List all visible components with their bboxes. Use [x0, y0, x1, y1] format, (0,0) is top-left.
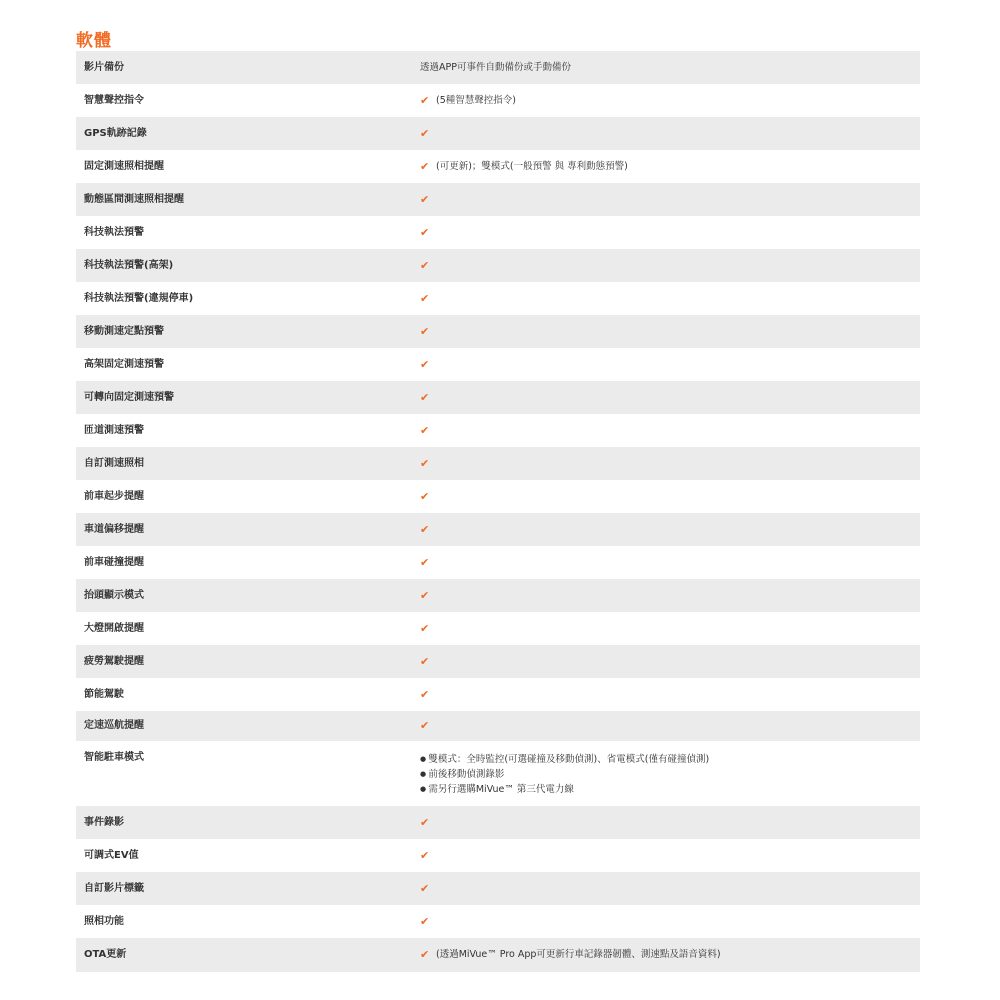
table-row: [76, 282, 920, 315]
row-note: 透過APP可事件自動備份或手動備份: [420, 62, 571, 73]
row-value: [410, 711, 920, 741]
table-row: [76, 183, 920, 216]
row-label: 大燈開啟提醒: [84, 623, 144, 634]
row-value: [410, 183, 920, 216]
row-value: [410, 938, 920, 972]
check-icon: ✔: [420, 589, 430, 602]
table-row: [76, 612, 920, 645]
table-row: [76, 348, 920, 381]
check-icon: ✔: [420, 816, 430, 829]
check-icon: ✔: [420, 226, 430, 239]
row-label: 科技執法預警(高架): [84, 260, 174, 271]
row-value: [410, 381, 920, 414]
check-icon: ✔: [420, 849, 430, 862]
row-value: [410, 579, 920, 612]
check-icon: ✔: [420, 523, 430, 536]
row-label: 動態區間測速照相提醒: [84, 194, 184, 205]
check-icon: ✔: [420, 719, 430, 732]
row-value: [410, 348, 920, 381]
table-row: [76, 938, 920, 972]
table-row: [76, 579, 920, 612]
table-row: [76, 872, 920, 905]
row-value: [410, 513, 920, 546]
row-label: 匝道測速預警: [84, 425, 144, 436]
row-value: [410, 546, 920, 579]
row-value: [410, 806, 920, 839]
table-row: [76, 150, 920, 183]
row-label: OTA更新: [84, 949, 127, 960]
check-icon: ✔: [420, 424, 430, 437]
check-icon: ✔: [420, 915, 430, 928]
table-row: [76, 216, 920, 249]
row-value: [410, 282, 920, 315]
row-label: 智能駐車模式: [84, 752, 144, 763]
check-icon: ✔: [420, 292, 430, 305]
table-row: [76, 84, 920, 117]
check-icon: ✔: [420, 688, 430, 701]
row-value: [410, 84, 920, 117]
check-icon: ✔: [420, 193, 430, 206]
row-label: 前車碰撞提醒: [84, 557, 144, 568]
check-icon: ✔: [420, 457, 430, 470]
row-value: [410, 741, 920, 797]
bullet-item: ● 雙模式：全時監控(可選碰撞及移動偵測)、省電模式(僅有碰撞偵測): [420, 752, 920, 767]
check-icon: ✔: [420, 391, 430, 404]
row-label: 前車起步提醒: [84, 491, 144, 502]
table-row: [76, 513, 920, 546]
row-label: 抬頭顯示模式: [84, 590, 144, 601]
spec-table: [76, 51, 920, 972]
table-row: [76, 414, 920, 447]
table-row: [76, 447, 920, 480]
table-row: [76, 645, 920, 678]
check-icon: ✔: [420, 948, 430, 961]
row-value: [410, 117, 920, 150]
row-label: 智慧聲控指令: [84, 95, 144, 106]
row-label: 事件錄影: [84, 817, 124, 828]
table-row: [76, 905, 920, 938]
row-label: GPS軌跡記錄: [84, 128, 147, 139]
check-icon: ✔: [420, 490, 430, 503]
check-icon: ✔: [420, 325, 430, 338]
row-label: 移動測速定點預警: [84, 326, 164, 337]
row-label: 固定測速照相提醒: [84, 161, 164, 172]
table-row: [76, 711, 920, 741]
row-note: (透過MiVue™ Pro App可更新行車記錄器韌體、測速點及語音資料): [436, 949, 721, 960]
row-label: 科技執法預警: [84, 227, 144, 238]
check-icon: ✔: [420, 655, 430, 668]
row-note: (可更新)；雙模式(一般預警 與 專利動態預警): [436, 161, 628, 172]
row-label: 自訂影片標籤: [84, 883, 144, 894]
row-value: [410, 612, 920, 645]
table-row: [76, 480, 920, 513]
row-label: 高架固定測速預警: [84, 359, 164, 370]
table-row: [76, 381, 920, 414]
row-label: 照相功能: [84, 916, 124, 927]
table-row: [76, 741, 920, 806]
row-value: [410, 414, 920, 447]
table-row: [76, 839, 920, 872]
row-value: [410, 905, 920, 938]
row-label: 節能駕駛: [84, 689, 124, 700]
check-icon: ✔: [420, 556, 430, 569]
row-value: [410, 872, 920, 905]
row-label: 自訂測速照相: [84, 458, 144, 469]
row-value: [410, 249, 920, 282]
row-value: [410, 480, 920, 513]
check-icon: ✔: [420, 358, 430, 371]
bullet-item: ● 需另行選購MiVue™ 第三代電力線: [420, 782, 920, 797]
check-icon: ✔: [420, 622, 430, 635]
table-row: [76, 546, 920, 579]
table-row: [76, 315, 920, 348]
row-value: [410, 447, 920, 480]
table-row: [76, 51, 920, 84]
table-row: [76, 249, 920, 282]
row-label: 定速巡航提醒: [84, 720, 144, 731]
check-icon: ✔: [420, 94, 430, 107]
check-icon: ✔: [420, 127, 430, 140]
row-label: 車道偏移提醒: [84, 524, 144, 535]
row-label: 可轉向固定測速預警: [84, 392, 174, 403]
row-value: [410, 51, 920, 84]
row-value: [410, 678, 920, 711]
section-title: 軟體: [76, 31, 112, 51]
row-value: [410, 645, 920, 678]
row-label: 影片備份: [84, 62, 124, 73]
row-value: [410, 839, 920, 872]
check-icon: ✔: [420, 882, 430, 895]
row-label: 科技執法預警(違規停車): [84, 293, 194, 304]
bullet-list: [420, 752, 920, 797]
check-icon: ✔: [420, 259, 430, 272]
bullet-item: ● 前後移動偵測錄影: [420, 767, 920, 782]
row-value: [410, 150, 920, 183]
row-value: [410, 315, 920, 348]
table-row: [76, 678, 920, 711]
check-icon: ✔: [420, 160, 430, 173]
table-row: [76, 806, 920, 839]
row-value: [410, 216, 920, 249]
table-row: [76, 117, 920, 150]
row-label: 疲勞駕駛提醒: [84, 656, 144, 667]
row-label: 可調式EV值: [84, 850, 139, 861]
row-note: (5種智慧聲控指令): [436, 95, 516, 106]
